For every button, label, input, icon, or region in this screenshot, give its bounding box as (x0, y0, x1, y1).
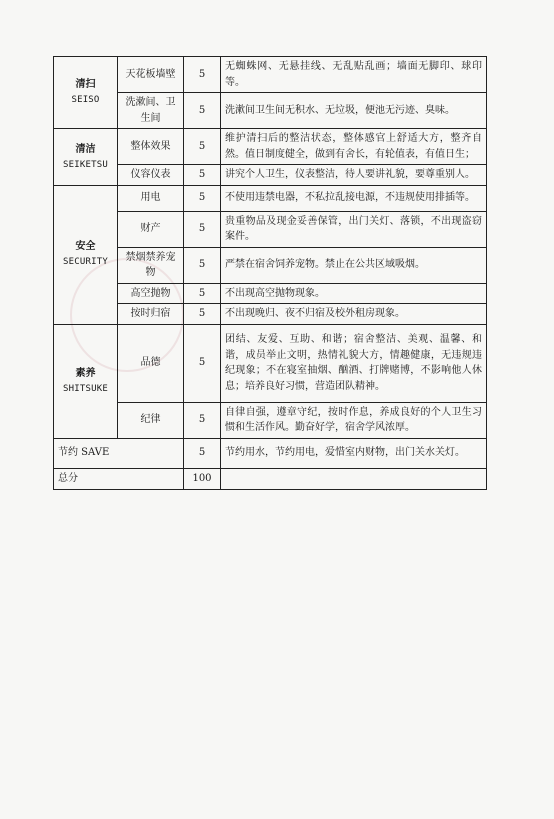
score-cell: 5 (184, 438, 221, 468)
table-row (54, 93, 487, 129)
description-cell: 严禁在宿舍饲养宠物。禁止在公共区域吸烟。 (221, 247, 487, 283)
item-cell: 天花板墙壁 (118, 57, 184, 93)
description-cell: 维护清扫后的整洁状态，整体感官上舒适大方，整齐自然。值日制度健全，做到有舍长，有轮值表，有值日生； (221, 129, 487, 165)
score-cell: 5 (184, 185, 221, 211)
score-cell: 5 (184, 57, 221, 93)
score-cell: 5 (184, 402, 221, 438)
category-name-en: SEIKETSU (63, 159, 108, 170)
category-cell-security (54, 185, 118, 324)
score-cell: 5 (184, 247, 221, 283)
table-row (54, 129, 487, 165)
table-row (54, 283, 487, 304)
item-cell: 纪律 (118, 402, 184, 438)
score-cell: 5 (184, 165, 221, 186)
description-cell: 不使用违禁电器，不私拉乱接电源，不违规使用排插等。 (221, 185, 487, 211)
category-name-en: SEISO (71, 95, 100, 106)
score-cell: 5 (184, 324, 221, 402)
description-cell: 讲究个人卫生，仪表整洁，待人要讲礼貌，要尊重别人。 (221, 165, 487, 186)
score-cell: 5 (184, 283, 221, 304)
score-cell: 5 (184, 129, 221, 165)
description-cell: 贵重物品及现金妥善保管，出门关灯、落锁，不出现盗窃案件。 (221, 211, 487, 247)
category-cell-seiketsu (54, 129, 118, 186)
table-row (54, 402, 487, 438)
category-name: 清洁 (75, 143, 96, 155)
item-cell: 禁烟禁养宠物 (118, 247, 184, 283)
category-cell-seiso (54, 57, 118, 129)
item-cell: 洗漱间、卫生间 (118, 93, 184, 129)
description-cell: 不出现晚归、夜不归宿及校外租房现象。 (221, 304, 487, 325)
item-cell: 仪容仪表 (118, 165, 184, 186)
score-cell: 5 (184, 211, 221, 247)
table-row (54, 247, 487, 283)
category-name-en: SHITSUKE (63, 383, 108, 394)
description-cell: 团结、友爱、互助、和谐；宿舍整洁、美观、温馨、和谐，成员举止文明，热情礼貌大方，情趣健康，无违规违纪现象；不在寝室抽烟、酗酒、打牌赌博，不影响他人休息；培养良好习惯，营造团队精神。 (221, 324, 487, 402)
table-row (54, 57, 487, 93)
total-description-cell (221, 468, 487, 489)
item-cell: 整体效果 (118, 129, 184, 165)
table-row (54, 185, 487, 211)
table-row (54, 468, 487, 489)
category-name: 安全 (75, 241, 96, 253)
category-cell-shitsuke (54, 324, 118, 438)
description-cell: 无蜘蛛网、无悬挂线、无乱贴乱画；墙面无脚印、球印等。 (221, 57, 487, 93)
table-row (54, 324, 487, 402)
description-cell: 洗漱间卫生间无积水、无垃圾，便池无污迹、臭味。 (221, 93, 487, 129)
description-cell: 不出现高空抛物现象。 (221, 283, 487, 304)
category-name-en: SECURITY (63, 257, 108, 268)
score-cell: 5 (184, 304, 221, 325)
total-label-cell: 总分 (54, 468, 184, 489)
table-row (54, 438, 487, 468)
total-score-cell: 100 (184, 468, 221, 489)
item-cell: 财产 (118, 211, 184, 247)
save-category-cell: 节约 SAVE (54, 438, 184, 468)
item-cell: 品德 (118, 324, 184, 402)
description-cell: 自律自强，遵章守纪，按时作息，养成良好的个人卫生习惯和生活作风。勤奋好学，宿舍学风浓厚。 (221, 402, 487, 438)
dormitory-5s-score-table (53, 56, 487, 490)
item-cell: 高空抛物 (118, 283, 184, 304)
category-name: 素养 (75, 367, 96, 379)
category-name: 清扫 (75, 79, 96, 91)
item-cell: 用电 (118, 185, 184, 211)
table-row (54, 211, 487, 247)
table-row (54, 304, 487, 325)
score-cell: 5 (184, 93, 221, 129)
table-row (54, 165, 487, 186)
item-cell: 按时归宿 (118, 304, 184, 325)
description-cell: 节约用水，节约用电，爱惜室内财物，出门关水关灯。 (221, 438, 487, 468)
